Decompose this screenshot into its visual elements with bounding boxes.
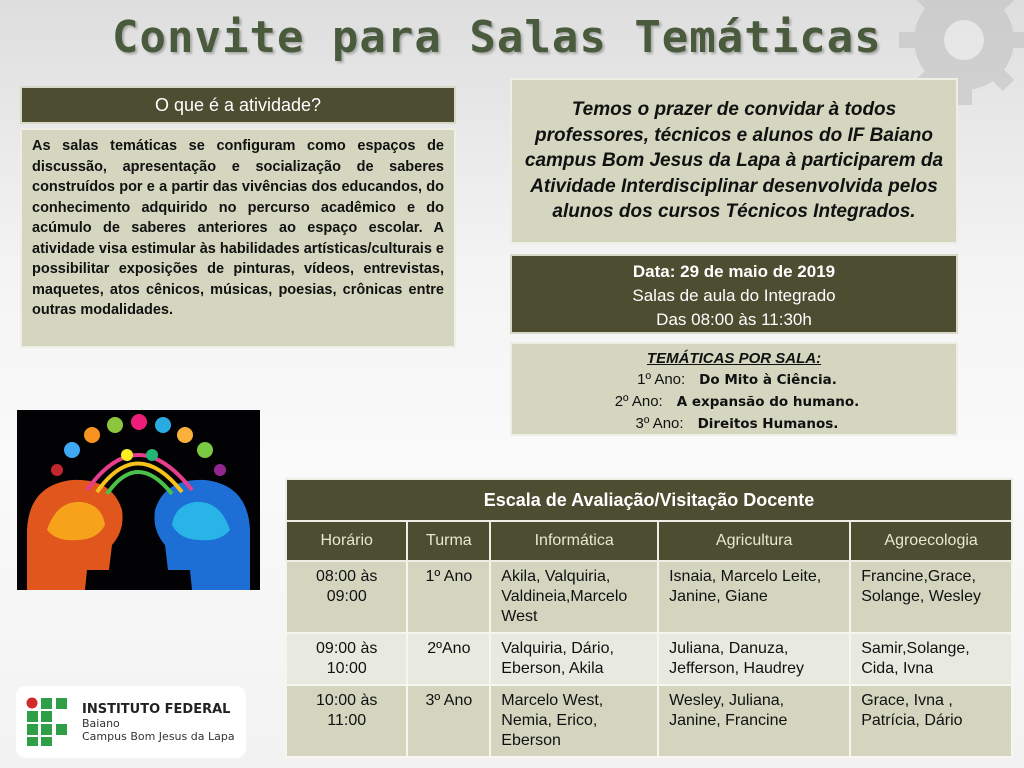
column-header: Informática <box>490 521 658 561</box>
column-header: Agricultura <box>658 521 850 561</box>
invitation-text: Temos o prazer de convidar à todos professores, técnicos e alunos do IF Baiano campus Bom Jesus da Lapa à participarem da Atividade Interdisciplinar desenvolvida pelos alunos dos cursos Técnicos Integrados. <box>510 78 958 244</box>
event-info <box>510 254 958 334</box>
activity-description: As salas temáticas se configuram como espaços de discussão, apresentação e socialização de saberes construídos por e a partir das vivências dos educandos, do conhecimento adquirido no percurso acadêmico e do acúmulo de saberes anteriores ao espaço escolar. A atividade visa estimular às habilidades artísticas/culturais e possibilitar exposições de pinturas, vídeos, entrevistas, maquetes, atos cênicos, músicas, poesias, crônicas entre outras modalidades. <box>20 128 456 348</box>
logo-title: INSTITUTO FEDERAL <box>82 701 231 717</box>
table-cell-class: 3º Ano <box>407 685 490 757</box>
column-header: Horário <box>286 521 407 561</box>
institution-logo <box>16 686 246 758</box>
table-cell-class: 2ºAno <box>407 633 490 685</box>
table-cell-class: 1º Ano <box>407 561 490 633</box>
table-cell: Samir,Solange, Cida, Ivna <box>850 633 1012 685</box>
page-title: Convite para Salas Temáticas <box>112 12 882 63</box>
activity-heading: O que é a atividade? <box>20 86 456 124</box>
event-date: Data: 29 de maio de 2019 <box>632 262 836 281</box>
themes-by-room <box>510 342 958 436</box>
table-cell-time: 10:00 às 11:00 <box>286 685 407 757</box>
theme-name: A expansão do humano. <box>676 394 860 410</box>
table-cell: Grace, Ivna , Patrícia, Dário <box>850 685 1012 757</box>
table-cell: Marcelo West, Nemia, Erico, Eberson <box>490 685 658 757</box>
table-row <box>286 633 1012 685</box>
theme-name: Direitos Humanos. <box>697 416 839 432</box>
table-cell: Wesley, Juliana, Janine, Francine <box>658 685 850 757</box>
evaluation-schedule-table <box>285 478 1013 758</box>
logo-subtitle: Baiano <box>82 716 120 730</box>
theme-year: 2º Ano: <box>614 393 663 410</box>
column-header: Turma <box>407 521 490 561</box>
table-cell: Valquiria, Dário, Eberson, Akila <box>490 633 658 685</box>
table-cell: Francine,Grace, Solange, Wesley <box>850 561 1012 633</box>
theme-year: 1º Ano: <box>637 371 686 388</box>
table-cell-time: 09:00 às 10:00 <box>286 633 407 685</box>
themes-title: TEMÁTICAS POR SALA: <box>646 350 822 367</box>
schedule-caption: Escala de Avaliação/Visitação Docente <box>286 479 1012 521</box>
logo-campus: Campus Bom Jesus da Lapa <box>82 729 235 743</box>
table-row <box>286 685 1012 757</box>
theme-name: Do Mito à Ciência. <box>699 372 837 388</box>
if-logo-icon <box>26 697 72 747</box>
event-place: Salas de aula do Integrado <box>632 286 836 305</box>
table-cell: Akila, Valquiria, Valdineia,Marcelo West <box>490 561 658 633</box>
table-row <box>286 561 1012 633</box>
theme-row <box>512 391 956 413</box>
event-time: Das 08:00 às 11:30h <box>656 310 812 329</box>
column-header: Agroecologia <box>850 521 1012 561</box>
table-cell: Isnaia, Marcelo Leite, Janine, Giane <box>658 561 850 633</box>
table-cell: Juliana, Danuza, Jefferson, Haudrey <box>658 633 850 685</box>
table-cell-time: 08:00 às 09:00 <box>286 561 407 633</box>
theme-year: 3º Ano: <box>635 415 684 432</box>
theme-row <box>512 413 956 435</box>
brain-idea-icon <box>17 410 260 590</box>
theme-row <box>512 369 956 391</box>
